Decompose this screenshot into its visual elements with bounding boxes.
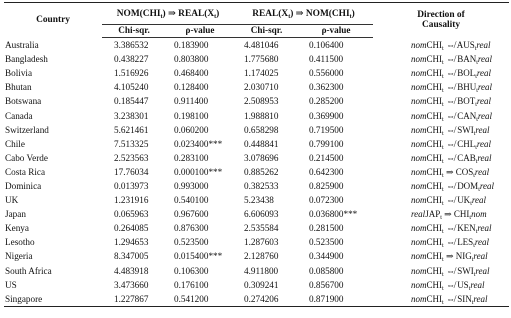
cell-chi-1: 0.264085 xyxy=(114,223,149,234)
table-row xyxy=(4,123,509,137)
table-row xyxy=(4,38,509,53)
table-row xyxy=(4,278,509,292)
cell-country: Japan xyxy=(5,209,26,220)
table-row xyxy=(4,193,509,207)
header-chi-1: Chi-sqr. xyxy=(102,25,166,38)
cell-chi-1: 3.473660 xyxy=(114,279,149,290)
cell-direction: nomCHI$_t$ ⇎ $SIN_treal$ xyxy=(373,292,509,307)
cell-pvalue-1: 0.000100*** xyxy=(174,166,223,177)
cell-country: Canada xyxy=(5,110,33,121)
table-row xyxy=(4,207,509,221)
cell-chi-1: 3.238301 xyxy=(114,110,149,121)
cell-chi-1: 1.227867 xyxy=(102,292,166,307)
cell-pvalue-1: 0.106300 xyxy=(174,265,209,276)
cell-direction: nomCHI$_t$ ⇎ $BOT_treal$ xyxy=(411,96,492,109)
cell-pvalue-1: 0.183900 xyxy=(174,40,209,51)
cell-pvalue-1: 0.993000 xyxy=(174,180,209,191)
cell-pvalue-2: 0.556000 xyxy=(309,68,344,79)
table-body xyxy=(4,38,509,307)
cell-chi-1: 4.105240 xyxy=(114,82,149,93)
cell-pvalue-1: 0.128400 xyxy=(174,82,209,93)
cell-chi-2: 1.174025 xyxy=(244,68,279,79)
cell-chi-1: 1.294653 xyxy=(114,237,149,248)
table-row xyxy=(4,249,509,263)
cell-direction: nomCHI$_t$ ⇒ $COS_treal$ xyxy=(411,166,490,179)
cell-country: Singapore xyxy=(4,292,102,307)
cell-direction: realJAP$_t$ ⇒ $CHI_tnom$ xyxy=(411,209,487,222)
cell-direction: nomCHI$_t$ ⇎ $BOL_treal$ xyxy=(411,68,492,81)
cell-direction: nomCHI$_t$ ⇎ $UK_treal$ xyxy=(411,195,487,208)
cell-pvalue-2: 0.036800*** xyxy=(309,209,358,220)
cell-pvalue-2: 0.411500 xyxy=(309,54,344,65)
cell-pvalue-2: 0.799100 xyxy=(309,138,344,149)
cell-pvalue-1: 0.911400 xyxy=(174,96,209,107)
cell-chi-1: 0.013973 xyxy=(114,180,149,191)
cell-chi-2: 2.535584 xyxy=(244,223,279,234)
cell-chi-2: 2.030710 xyxy=(244,82,279,93)
cell-country: South Africa xyxy=(5,265,52,276)
cell-pvalue-2: 0.871900 xyxy=(299,292,373,307)
cell-direction: nomCHI$_t$ ⇎ $CHL_treal$ xyxy=(411,138,492,151)
cell-pvalue-1: 0.176100 xyxy=(174,279,209,290)
cell-pvalue-1: 0.523500 xyxy=(174,237,209,248)
cell-pvalue-2: 0.285200 xyxy=(309,96,344,107)
cell-country: Dominica xyxy=(5,180,42,191)
table-row xyxy=(4,165,509,179)
cell-country: Lesotho xyxy=(5,237,35,248)
cell-chi-1: 5.621461 xyxy=(114,124,149,135)
cell-chi-1: 17.76034 xyxy=(114,166,149,177)
cell-country: Cabo Verde xyxy=(5,152,48,163)
cell-chi-2: 5.23438 xyxy=(244,195,274,206)
cell-pvalue-2: 0.719500 xyxy=(309,124,344,135)
cell-chi-1: 1.231916 xyxy=(114,195,149,206)
cell-pvalue-1: 0.283100 xyxy=(174,152,209,163)
cell-direction: nomCHI$_t$ ⇎ $LES_treal$ xyxy=(411,237,490,250)
cell-chi-1: 4.483918 xyxy=(114,265,149,276)
cell-chi-2: 0.885262 xyxy=(244,166,279,177)
cell-chi-1: 1.516926 xyxy=(114,68,149,79)
cell-pvalue-2: 0.072300 xyxy=(309,195,344,206)
cell-chi-2: 4.911800 xyxy=(244,265,279,276)
cell-country: Bolivia xyxy=(5,68,33,79)
cell-chi-1: 0.438227 xyxy=(114,54,149,65)
cell-pvalue-2: 0.106400 xyxy=(309,40,344,51)
cell-pvalue-1: 0.060200 xyxy=(174,124,209,135)
cell-chi-2: 1.287603 xyxy=(244,237,279,248)
cell-chi-1: 2.523563 xyxy=(114,152,149,163)
cell-direction: nomCHI$_t$ ⇎ $CAN_treal$ xyxy=(411,110,493,123)
cell-pvalue-1: 0.803800 xyxy=(174,54,209,65)
cell-country: Chile xyxy=(5,138,25,149)
table-row xyxy=(4,235,509,249)
cell-pvalue-1: 0.015400*** xyxy=(174,251,223,262)
cell-chi-2: 1.988810 xyxy=(244,110,279,121)
cell-direction: nomCHI$_t$ ⇒ $NIG_treal$ xyxy=(411,251,488,264)
cell-direction: nomCHI$_t$ ⇎ $SWI_treal$ xyxy=(411,124,490,137)
cell-direction: nomCHI$_t$ ⇎ $CAB_treal$ xyxy=(411,152,492,165)
cell-pvalue-1: 0.967600 xyxy=(174,209,209,220)
cell-chi-2: 3.078696 xyxy=(244,152,279,163)
cell-direction: nomCHI$_t$ ⇎ $AUS_treal$ xyxy=(411,39,491,52)
table-row xyxy=(4,108,509,122)
cell-direction: nomCHI$_t$ ⇎ $BAN_treal$ xyxy=(411,54,493,67)
table-row xyxy=(4,137,509,151)
table-row xyxy=(4,52,509,66)
cell-country: Australia xyxy=(5,39,39,50)
cell-pvalue-2: 0.523500 xyxy=(309,237,344,248)
cell-pvalue-1: 0.541200 xyxy=(166,292,234,307)
header-pvalue-2: ρ-value xyxy=(299,25,373,38)
cell-country: US xyxy=(5,279,17,290)
cell-chi-1: 0.185447 xyxy=(114,96,149,107)
cell-chi-1: 7.513325 xyxy=(114,138,149,149)
cell-pvalue-1: 0.876300 xyxy=(174,223,209,234)
cell-chi-2: 6.606093 xyxy=(244,209,279,220)
cell-pvalue-2: 0.085800 xyxy=(309,265,344,276)
cell-country: Bangladesh xyxy=(5,54,48,65)
cell-chi-2: 0.382533 xyxy=(244,180,279,191)
cell-chi-2: 1.775680 xyxy=(244,54,279,65)
table-row xyxy=(4,264,509,278)
header-country: Country xyxy=(36,15,70,26)
cell-country: Switzerland xyxy=(5,124,49,135)
cell-pvalue-1: 0.468400 xyxy=(174,68,209,79)
cell-chi-2: 0.658298 xyxy=(244,124,279,135)
header-row-top xyxy=(4,3,509,25)
table-row xyxy=(4,66,509,80)
table-row xyxy=(4,292,509,307)
table-row xyxy=(4,221,509,235)
causality-table-container xyxy=(4,2,509,307)
cell-country: Costa Rica xyxy=(5,166,46,177)
table-row xyxy=(4,179,509,193)
cell-direction: nomCHI$_t$ ⇎ $US_treal$ xyxy=(411,279,485,292)
table-row xyxy=(4,80,509,94)
cell-pvalue-1: 0.023400*** xyxy=(174,138,223,149)
cell-chi-2: 4.481046 xyxy=(244,40,279,51)
cell-direction: nomCHI$_t$ ⇎ $BHU_treal$ xyxy=(411,82,493,95)
header-pvalue-1: ρ-value xyxy=(166,25,234,38)
table-row xyxy=(4,151,509,165)
header-direction: Direction of Causality xyxy=(417,10,465,31)
cell-chi-2: 0.274206 xyxy=(234,292,299,307)
cell-pvalue-2: 0.362300 xyxy=(309,82,344,93)
cell-country: Botswana xyxy=(5,96,42,107)
cell-pvalue-2: 0.214500 xyxy=(309,152,344,163)
cell-pvalue-2: 0.642300 xyxy=(309,166,344,177)
cell-country: UK xyxy=(5,195,19,206)
cell-pvalue-2: 0.369900 xyxy=(309,110,344,121)
cell-chi-2: 0.309241 xyxy=(244,279,279,290)
cell-chi-2: 2.128760 xyxy=(244,251,279,262)
cell-pvalue-1: 0.198100 xyxy=(174,110,209,121)
header-chi-2: Chi-sqr. xyxy=(234,25,299,38)
cell-pvalue-1: 0.540100 xyxy=(174,195,209,206)
header-group-nom-to-real: $NOM(CHI_t)$ ⇒ $REAL(X_t)$ xyxy=(102,3,234,25)
cell-direction: nomCHI$_t$ ⇎ $DOM_treal$ xyxy=(411,180,495,193)
cell-pvalue-2: 0.856700 xyxy=(309,279,344,290)
cell-direction: nomCHI$_t$ ⇎ $KEN_treal$ xyxy=(411,223,492,236)
header-group-real-to-nom: $REAL(X_t)$ ⇒ $NOM(CHI_t)$ xyxy=(234,3,373,25)
cell-direction: nomCHI$_t$ ⇎ $SWI_treal$ xyxy=(411,265,490,278)
cell-country: Bhutan xyxy=(5,82,32,93)
table-row xyxy=(4,94,509,108)
cell-chi-2: 0.448841 xyxy=(244,138,279,149)
cell-chi-1: 0.065963 xyxy=(114,209,149,220)
cell-pvalue-2: 0.281500 xyxy=(309,223,344,234)
cell-country: Nigeria xyxy=(5,251,33,262)
cell-pvalue-2: 0.344900 xyxy=(309,251,344,262)
causality-table xyxy=(4,2,509,307)
cell-chi-1: 3.386532 xyxy=(114,40,149,51)
cell-country: Kenya xyxy=(5,223,29,234)
cell-chi-1: 8.347005 xyxy=(114,251,149,262)
cell-pvalue-2: 0.825900 xyxy=(309,180,344,191)
cell-chi-2: 2.508953 xyxy=(244,96,279,107)
